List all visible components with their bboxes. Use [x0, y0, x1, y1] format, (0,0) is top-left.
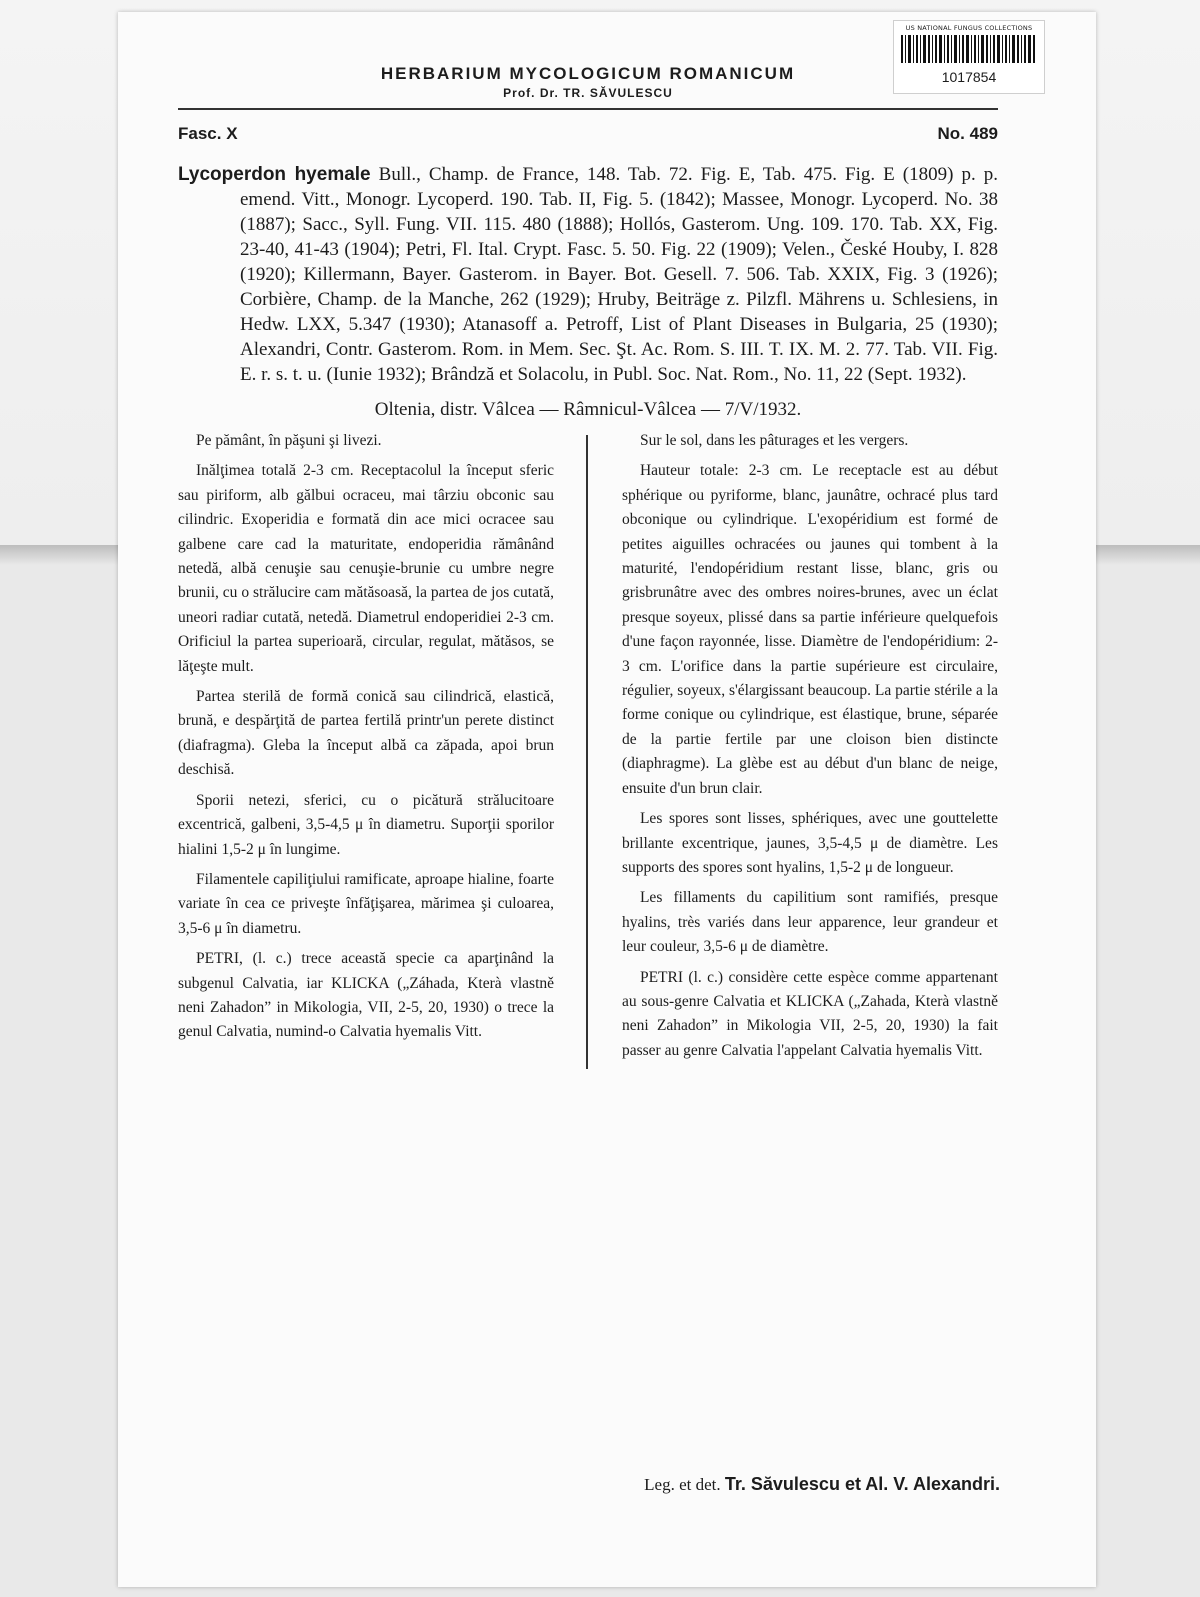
ro-paragraph: Partea sterilă de formă conică sau cilindrică, elastică, brună, e despărţită de partea fertilă printr'un perete distinct (diafragma). Gleba la început albă ca zăpada, apoi brun deschisă.	[178, 688, 555, 779]
fascicle-label: Fasc. X	[178, 124, 238, 143]
fr-paragraph: Les fillaments du capilitium sont ramifiés, presque hyalins, très variés dans leur apparence, leur grandeur et leur couleur, 3,5-6 μ de diamètre.	[621, 889, 998, 956]
number-label: No. 489	[937, 124, 998, 143]
herbarium-subtitle: Prof. Dr. TR. SĂVULESCU	[503, 86, 673, 100]
ro-paragraph: Sporii netezi, sferici, cu o picătură strălucitoare excentrică, galbeni, 3,5-4,5 μ în diametru. Suporţii sporilor hialini 1,5-2 μ în lungime.	[178, 791, 555, 858]
collector-prefix: Leg. et det.	[644, 1475, 721, 1494]
barcode-number: 1017854	[941, 69, 997, 85]
collector-names: Tr. Săvulescu et Al. V. Alexandri.	[724, 1474, 1000, 1494]
fr-paragraph: Sur le sol, dans les pâturages et les vergers.	[639, 432, 909, 449]
herbarium-title: HERBARIUM MYCOLOGICUM ROMANICUM	[380, 64, 796, 83]
herbarium-label-sheet	[118, 12, 1096, 1587]
ro-paragraph: Filamentele capiliţiului ramificate, aproape hialine, foarte variate în cea ce priveşte înfăţişarea, mărimea şi culoarea, 3,5-6 μ în diametru.	[178, 870, 555, 937]
barcode-icon	[901, 35, 1037, 63]
label-content	[178, 52, 998, 1069]
french-column	[588, 429, 998, 1069]
romanian-column	[178, 429, 586, 1069]
barcode-label	[893, 20, 1045, 94]
species-name: Lycoperdon hyemale	[178, 164, 371, 185]
fr-paragraph: Hauteur totale: 2-3 cm. Le receptacle est au début sphérique ou pyriforme, blanc, jaunâtre, ochracé plus tard obconique ou cylindrique. L'exopéridium est formé de petites aiguilles ochracées ou jaunes qui tombent à la maturité, l'endopéridium restant lisse, blanc, gris ou grisbrunâtre avec des ombres noires-brunes, avec un éclat presque soyeux, plissé dans sa partie inférieure quelquefois d'une façon rayonnée, lisse. Diamètre de l'endopéridium: 2-3 cm. L'orifice dans la partie supérieure est circulaire, régulier, soyeux, s'élargissant beaucoup. La partie stérile a la forme conique ou cylindrique, est élastique, brune, séparée de la partie fertile par une cloison bien distincte (diaphragme). La glèbe est au début d'un blanc de neige, ensuite d'un brun clair.	[621, 462, 998, 797]
ro-paragraph: Inălţimea totală 2-3 cm. Receptacolul la început sferic sau piriform, alb gălbui ocraceu, mai târziu obconic sau cilindric. Exoperidia e formată din ace mici ocracee sau galbene care cad la maturitate, endoperidia rămânând netedă, albă cenuşie sau cenuşie-brunie cu umbre negre brunii, cu o strălucire cam mătăsoasă, la partea de jos cutată, uneori radiar cutată, netedă. Diametrul endoperidiei 2-3 cm. Orificiul la partea superioară, circular, regulat, mătăsos, se lăţeşte mult.	[178, 462, 555, 675]
fascicle-row	[178, 124, 998, 144]
fr-paragraph: Les spores sont lisses, sphériques, avec une gouttelette brillante excentrique, jaunes, 3,5-4,5 μ de diamètre. Les supports des spores sont hyalins, 1,5-2 μ de longueur.	[621, 810, 998, 876]
barcode-caption: US NATIONAL FUNGUS COLLECTIONS	[905, 24, 1033, 32]
citation-text: Bull., Champ. de France, 148. Tab. 72. Fig. E, Tab. 475. Fig. E (1809) p. p. emend. Vitt., Monogr. Lycoperd. 190. Tab. II, Fig. 5. (1842); Massee, Monogr. Lycoperd. No. 38 (1887); Sacc., Syll. Fung. VII. 115. 480 (1888); Hollós, Gasterom. Ung. 109. 170. Tab. XX, Fig. 23-40, 41-43 (1904); Petri, Fl. Ital. Crypt. Fasc. 5. 50. Fig. 22 (1909); Velen., České Houby, I. 828 (1920); Killermann, Bayer. Gasterom. in Bayer. Bot. Gesell. 7. 506. Tab. XXIX, Fig. 3 (1926); Corbière, Champ. de la Manche, 262 (1929); Hruby, Beiträge z. Pilzfl. Mährens u. Schlesiens, in Hedw. LXX, 5.347 (1930); Atanasoff a. Petroff, List of Plant Diseases in Bulgaria, 25 (1930); Alexandri, Contr. Gasterom. Rom. in Mem. Sec. Şt. Ac. Rom. S. III. T. IX. M. 2. 77. Tab. VII. Fig. E. r. s. t. u. (Iunie 1932); Brândză et Solacolu, in Publ. Soc. Nat. Rom., No. 11, 22 (Sept. 1932).	[240, 164, 998, 385]
ro-paragraph: Pe pământ, în păşuni şi livezi.	[196, 432, 382, 449]
species-citation	[178, 162, 998, 387]
fr-paragraph: PETRI (l. c.) considère cette espèce comme appartenant au sous-genre Calvatia et KLICKA („Zahada, Kterà vlastně neni Zahadon” in Mikologia VII, 2-5, 20, 1930) la fait passer au genre Calvatia l'appelant Calvatia hyemalis Vitt.	[621, 968, 998, 1059]
description-columns	[178, 429, 998, 1069]
locality: Oltenia, distr. Vâlcea — Râmnicul-Vâlcea — 7/V/1932.	[374, 399, 802, 420]
ro-paragraph: PETRI, (l. c.) trece această specie ca aparţinând la subgenul Calvatia, iar KLICKA („Záhada, Kterà vlastně neni Zahadon” in Mikologia, VII, 2-5, 20, 1930) o trece la genul Calvatia, numind-o Calvatia hyemalis Vitt.	[178, 950, 555, 1041]
collector-line	[644, 1474, 1000, 1495]
header-rule	[178, 108, 998, 110]
